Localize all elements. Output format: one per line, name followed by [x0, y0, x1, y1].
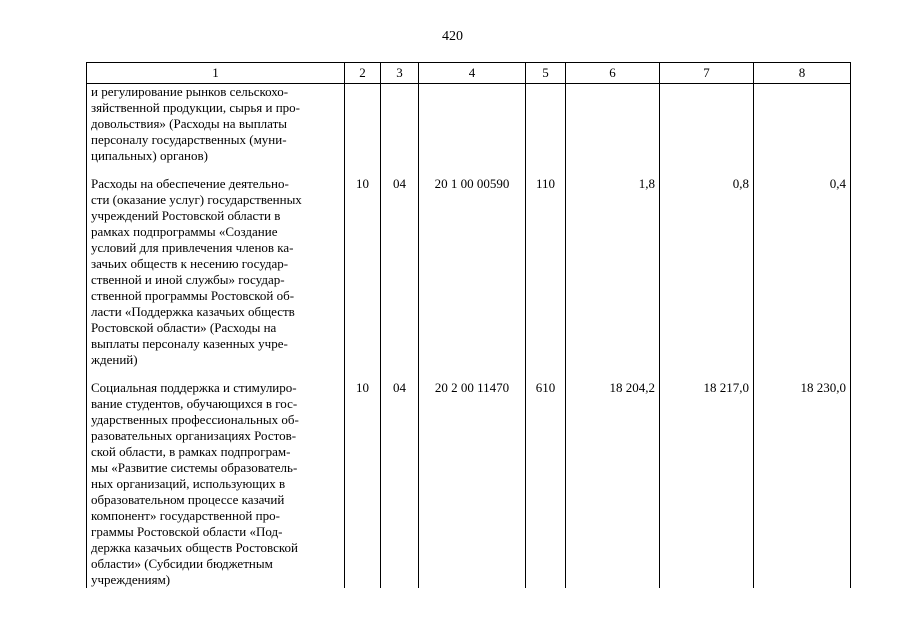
target-article-code: 20 1 00 00590 [419, 164, 526, 368]
description-line: граммы Ростовской области «Под- [91, 524, 283, 539]
expense-type-code: 110 [526, 164, 566, 368]
column-header: 7 [660, 63, 754, 84]
target-article-code: 20 2 00 11470 [419, 368, 526, 588]
amount-year-3: 18 230,0 [754, 368, 851, 588]
row-description [87, 368, 345, 588]
description-line: Расходы на обеспечение деятельно- [91, 176, 289, 191]
amount-year-3 [754, 84, 851, 165]
description-line: Социальная поддержка и стимулиро- [91, 380, 297, 395]
description-line: учреждениям) [91, 572, 171, 587]
description-line: и регулирование рынков сельскохо- [91, 84, 289, 99]
column-header: 2 [345, 63, 381, 84]
amount-year-1 [566, 84, 660, 165]
subsection-code [381, 84, 419, 165]
description-line: выплаты персоналу казенных учре- [91, 336, 288, 351]
amount-year-1: 1,8 [566, 164, 660, 368]
row-description [87, 84, 345, 165]
amount-year-2 [660, 84, 754, 165]
table-row [87, 84, 851, 165]
table-row [87, 164, 851, 368]
description-line: довольствия» (Расходы на выплаты [91, 116, 287, 131]
section-code: 10 [345, 368, 381, 588]
description-line: компонент» государственной про- [91, 508, 280, 523]
description-line: рамках подпрограммы «Создание [91, 224, 278, 239]
description-line: ласти «Поддержка казачьих обществ [91, 304, 295, 319]
row-description [87, 164, 345, 368]
subsection-code: 04 [381, 164, 419, 368]
description-line: области» (Субсидии бюджетным [91, 556, 273, 571]
description-line: держка казачьих обществ Ростовской [91, 540, 298, 555]
description-line: мы «Развитие системы образователь- [91, 460, 298, 475]
description-line: ципальных) органов) [91, 148, 208, 163]
description-line: персоналу государственных (муни- [91, 132, 287, 147]
description-line: Ростовской области» (Расходы на [91, 320, 277, 335]
amount-year-2: 0,8 [660, 164, 754, 368]
description-line: зяйственной продукции, сырья и про- [91, 100, 301, 115]
expense-type-code: 610 [526, 368, 566, 588]
column-header: 3 [381, 63, 419, 84]
table-row [87, 368, 851, 588]
column-header: 8 [754, 63, 851, 84]
column-header: 6 [566, 63, 660, 84]
subsection-code: 04 [381, 368, 419, 588]
description-line: образовательном процессе казачий [91, 492, 285, 507]
column-header: 5 [526, 63, 566, 84]
column-header: 4 [419, 63, 526, 84]
column-header: 1 [87, 63, 345, 84]
header-row [87, 63, 851, 84]
description-line: ской области, в рамках подпрограм- [91, 444, 291, 459]
page-number: 420 [442, 29, 463, 44]
description-line: разовательных организациях Ростов- [91, 428, 297, 443]
description-line: ственной и иной службы» государ- [91, 272, 285, 287]
description-line: зачьих обществ к несению государ- [91, 256, 289, 271]
budget-table [86, 62, 851, 588]
target-article-code [419, 84, 526, 165]
description-line: вание студентов, обучающихся в гос- [91, 396, 298, 411]
description-line: сти (оказание услуг) государственных [91, 192, 302, 207]
description-line: ударственных профессиональных об- [91, 412, 299, 427]
expense-type-code [526, 84, 566, 165]
section-code: 10 [345, 164, 381, 368]
amount-year-3: 0,4 [754, 164, 851, 368]
section-code [345, 84, 381, 165]
amount-year-2: 18 217,0 [660, 368, 754, 588]
description-line: учреждений Ростовской области в [91, 208, 281, 223]
description-line: ждений) [91, 352, 138, 367]
amount-year-1: 18 204,2 [566, 368, 660, 588]
description-line: ных организаций, использующих в [91, 476, 286, 491]
description-line: ственной программы Ростовской об- [91, 288, 295, 303]
description-line: условий для привлечения членов ка- [91, 240, 294, 255]
